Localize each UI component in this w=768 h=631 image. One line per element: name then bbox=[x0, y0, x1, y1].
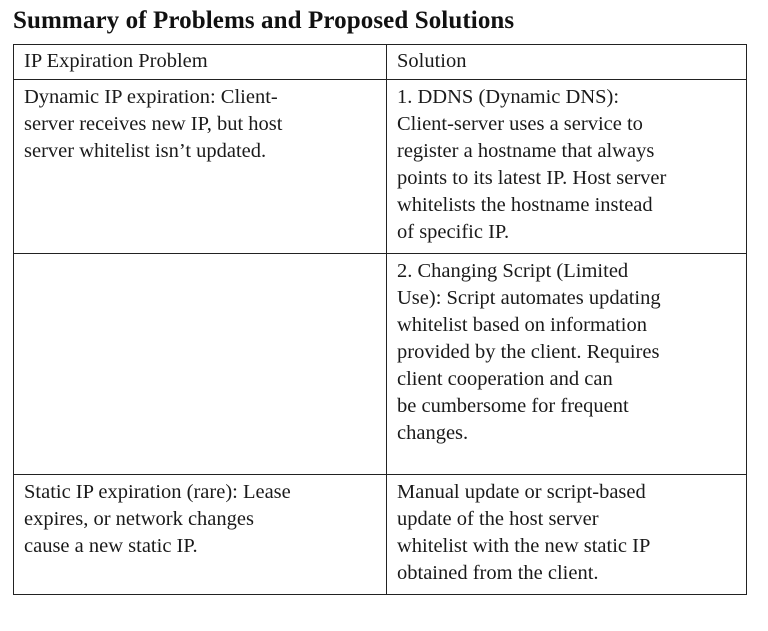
table-row bbox=[14, 475, 747, 595]
table-header-row bbox=[14, 45, 747, 80]
summary-table bbox=[13, 44, 747, 595]
header-problem: IP Expiration Problem bbox=[14, 45, 387, 80]
document-title: Summary of Problems and Proposed Solutions bbox=[13, 7, 515, 34]
table-row bbox=[14, 254, 747, 475]
document-page bbox=[13, 6, 755, 595]
problem-cell: Static IP expiration (rare): Lease expires, or network changes cause a new static IP. bbox=[14, 475, 387, 595]
solution-cell: 1. DDNS (Dynamic DNS): Client-server uses a service to register a hostname that always points to its latest IP. Host server whitelists the hostname instead of specific IP. bbox=[387, 80, 747, 254]
problem-cell: Dynamic IP expiration: Client- server receives new IP, but host server whitelist isn’t updated. bbox=[14, 80, 387, 254]
table-row bbox=[14, 80, 747, 254]
header-solution: Solution bbox=[387, 45, 747, 80]
solution-cell: Manual update or script-based update of the host server whitelist with the new static IP obtained from the client. bbox=[387, 475, 747, 595]
solution-cell: 2. Changing Script (Limited Use): Script automates updating whitelist based on information provided by the client. Requires client cooperation and can be cumbersome for frequent changes. bbox=[387, 254, 747, 475]
problem-cell bbox=[14, 254, 387, 475]
